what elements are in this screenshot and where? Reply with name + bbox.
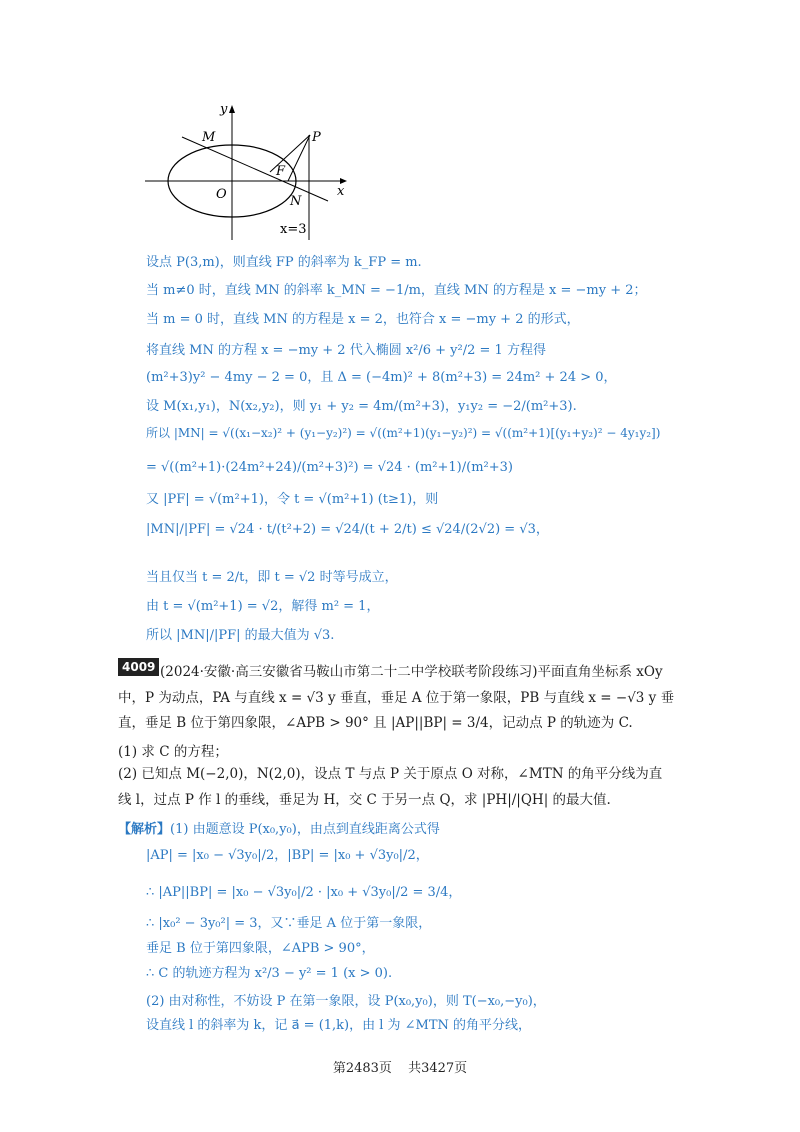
page-footer [0, 1057, 800, 1076]
analysis-first-text: (1) 由题意设 P(x₀,y₀)，由点到直线距离公式得 [170, 822, 440, 837]
solution-line: 当 m = 0 时，直线 MN 的方程是 x = 2，也符合 x = −my + 2 的形式， [146, 312, 580, 327]
page-total: 共3427页 [408, 1061, 468, 1076]
ellipse-figure [140, 95, 360, 245]
line-np [288, 135, 310, 181]
solution-line: 当且仅当 t = 2/t，即 t = √2 时等号成立， [146, 570, 398, 585]
page-number: 第2483页 [332, 1061, 392, 1076]
solution-line: 设点 P(3,m)，则直线 FP 的斜率为 k_FP = m. [146, 255, 422, 270]
label-f: F [276, 164, 286, 179]
problem-line: 线 l，过点 P 作 l 的垂线，垂足为 H，交 C 于另一点 Q，求 |PH|/|QH| 的最大值. [118, 792, 611, 808]
analysis-line: 设直线 l 的斜率为 k，记 a⃗ = (1,k)，由 l 为 ∠MTN 的角平分线， [146, 1018, 532, 1033]
problem-line: (2) 已知点 M(−2,0)，N(2,0)，设点 T 与点 P 关于原点 O 对称，∠MTN 的角平分线为直 [118, 766, 663, 782]
solution-line: 所以 |MN| = √((x₁−x₂)² + (y₁−y₂)²) = √((m²+1)(y₁−y₂)²) = √((m²+1)[(y₁+y₂)² − 4y₁y₂]) [146, 426, 661, 440]
analysis-line: ∴ C 的轨迹方程为 x²/3 − y² = 1 (x > 0). [146, 966, 393, 981]
line-mn [182, 137, 328, 201]
label-x3: x=3 [280, 222, 307, 237]
problem-line: (1) 求 C 的方程； [118, 744, 228, 760]
analysis-tag: 【解析】 [118, 822, 171, 837]
solution-line: 将直线 MN 的方程 x = −my + 2 代入椭圆 x²/6 + y²/2 = 1 方程得 [146, 343, 546, 358]
label-origin: O [216, 187, 227, 202]
analysis-line: |AP| = |x₀ − √3y₀|/2，|BP| = |x₀ + √3y₀|/2， [146, 848, 429, 863]
label-n: N [290, 194, 302, 209]
analysis-line: ∴ |AP||BP| = |x₀ − √3y₀|/2 · |x₀ + √3y₀|/2 = 3/4， [146, 885, 462, 900]
solution-line: |MN|/|PF| = √24 · t/(t²+2) = √24/(t + 2/t) ≤ √24/(2√2) = √3， [146, 522, 549, 537]
solution-line: = √((m²+1)·(24m²+24)/(m²+3)²) = √24 · (m²+1)/(m²+3) [146, 460, 513, 475]
analysis-line: (2) 由对称性，不妨设 P 在第一象限，设 P(x₀,y₀)，则 T(−x₀,−y₀)， [146, 994, 546, 1009]
solution-line: 当 m≠0 时，直线 MN 的斜率 k_MN = −1/m，直线 MN 的方程是 x = −my + 2； [146, 283, 647, 298]
solution-line: 由 t = √(m²+1) = √2，解得 m² = 1， [146, 599, 380, 614]
solution-line: 设 M(x₁,y₁)，N(x₂,y₂)，则 y₁ + y₂ = 4m/(m²+3)，y₁y₂ = −2/(m²+3). [146, 399, 577, 414]
problem-line: (2024·安徽·高三安徽省马鞍山市第二十二中学校联考阶段练习)平面直角坐标系 xOy [160, 664, 663, 680]
analysis-line: 垂足 B 位于第四象限，∠APB > 90°， [146, 941, 375, 956]
solution-line: 所以 |MN|/|PF| 的最大值为 √3. [146, 628, 335, 643]
label-x: x [337, 184, 345, 199]
label-p: P [312, 130, 321, 145]
label-m: M [202, 130, 216, 145]
problem-line: 中，P 为动点，PA 与直线 x = √3 y 垂直，垂足 A 位于第一象限，PB 与直线 x = −√3 y 垂 [118, 690, 675, 706]
solution-line: (m²+3)y² − 4my − 2 = 0，且 Δ = (−4m)² + 8(m²+3) = 24m² + 24 > 0， [146, 370, 617, 385]
analysis-first-line [118, 818, 440, 837]
problem-line: 直，垂足 B 位于第四象限，∠APB > 90° 且 |AP||BP| = 3/4，记动点 P 的轨迹为 C. [118, 715, 633, 731]
problem-number: 4009 [118, 658, 159, 676]
label-y: y [220, 102, 228, 117]
analysis-line: ∴ |x₀² − 3y₀²| = 3，又∵垂足 A 位于第一象限， [146, 916, 432, 931]
y-axis-arrow [229, 105, 235, 113]
solution-line: 又 |PF| = √(m²+1)，令 t = √(m²+1) (t≥1)，则 [146, 492, 439, 507]
